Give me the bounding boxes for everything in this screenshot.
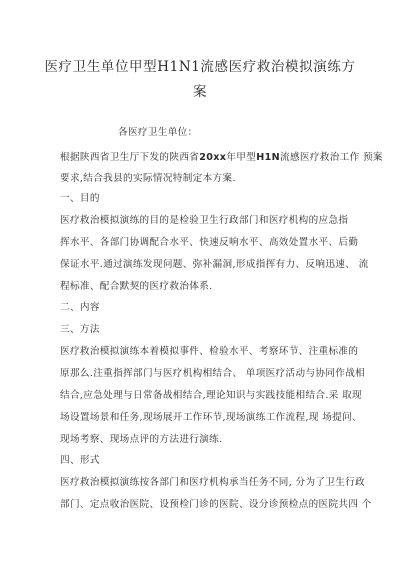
section-heading-content: 二、内容 [60,302,100,313]
paragraph-2-line-1: 医疗救治模拟演练的目的是检验卫生行政部门和医疗机构的应急指 [60,215,349,226]
document-title-line-2: 案 [192,84,208,100]
paragraph-3-line-1: 医疗救治模拟演练本着模拟事件、检验水平、考察环节、注重标准的 [60,346,359,357]
section-heading-method: 三、方法 [60,324,100,335]
paragraph-2-line-3: 保证水平.通过演练发现问题、弥补漏洞,形成指挥有力、反响迅速、 流 [60,259,369,270]
paragraph-3-line-5: 现场考察、现场点评的方法进行演练. [60,434,223,445]
p1-text-c: 年甲型 [226,152,257,163]
p1-text-a: 根据陕西省卫生厅下发的陕西省 [60,152,200,163]
paragraph-4-line-2: 部门、定点收治医院、设预检门诊的医院、设分诊预检点的医院共四 个 [60,499,372,510]
section-heading-form: 四、形式 [60,455,100,466]
p1-text-e: 流感医疗救治工作 预案 [280,152,383,163]
document-title-line-1: 医疗卫生单位甲型H1N1流感医疗救治模拟演练方 [44,59,356,75]
paragraph-4-line-1: 医疗救治模拟演练按各部门和医疗机构承当任务不同, 分为了卫生行政 [60,477,366,488]
paragraph-2-line-2: 挥水平、各部门协调配合水平、快速反响水平、高效处置水平、后勤 [60,237,359,248]
virus-text: H1N [256,152,280,163]
paragraph-3-line-2: 原那么.注重指挥部门与医疗机构相结合、 单项医疗活动与协同作战相 [60,368,366,379]
paragraph-3-line-3: 结合,应急处理与日常备战相结合,理论知识与实践技能相结合.采 取现 [60,390,362,401]
section-heading-purpose: 一、目的 [60,193,100,204]
paragraph-3-line-4: 场设置场景和任务,现场展开工作环节,现场演练工作流程,现 场提问、 [60,412,362,423]
salutation: 各医疗卫生单位： [118,127,198,138]
paragraph-1-line-1 [60,152,383,164]
paragraph-1-line-2: 要求,结合我县的实际情况特制定本方案. [60,173,236,184]
paragraph-2-line-4: 程标准、配合默契的医疗救治体系. [60,281,213,292]
year-text: 20xx [199,152,227,163]
